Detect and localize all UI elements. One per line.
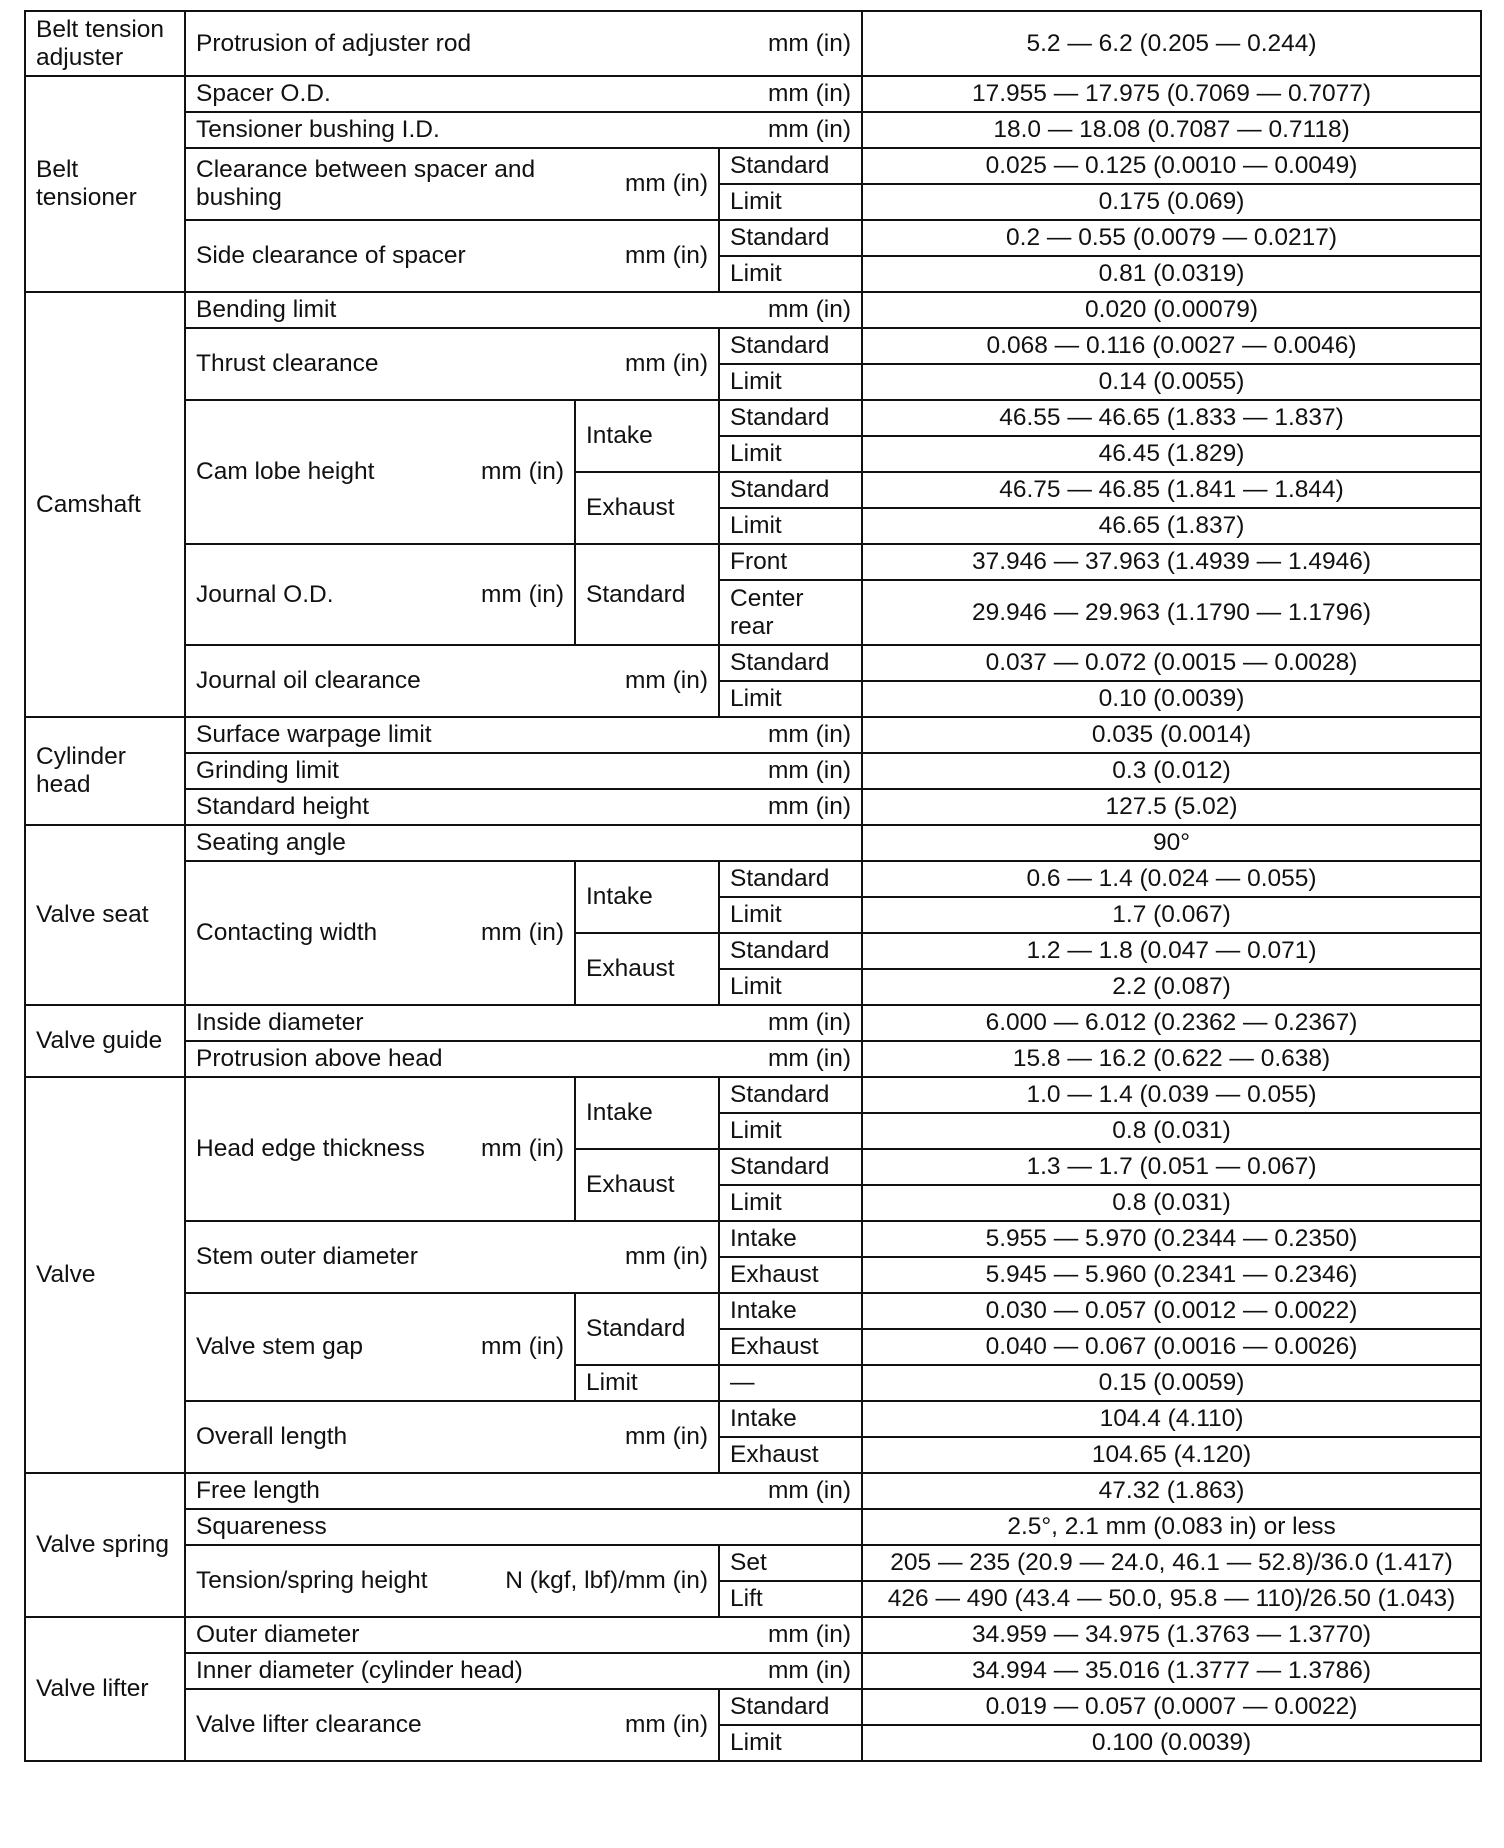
item-cell <box>185 753 862 789</box>
category-cell: Belt tension adjuster <box>25 11 185 76</box>
value-cell: 0.15 (0.0059) <box>862 1365 1481 1401</box>
item-label: Outer diameter <box>196 1621 360 1648</box>
type-cell: Standard <box>719 861 862 897</box>
value-cell: 426 — 490 (43.4 — 50.0, 95.8 — 110)/26.50 (1.043) <box>862 1581 1481 1617</box>
type-cell: Lift <box>719 1581 862 1617</box>
table-row <box>25 1221 1481 1257</box>
table-row <box>25 544 1481 580</box>
item-cell <box>185 1509 862 1545</box>
item-cell <box>185 11 862 76</box>
unit-label: mm (in) <box>624 350 708 377</box>
unit-label: mm (in) <box>768 296 852 323</box>
unit-label: mm (in) <box>768 721 852 748</box>
type-cell: Limit <box>719 681 862 717</box>
subitem-cell: Standard <box>575 1293 719 1365</box>
table-row <box>25 1293 1481 1329</box>
type-cell: Exhaust <box>719 1329 862 1365</box>
table-row <box>25 400 1481 436</box>
type-cell: Standard <box>719 148 862 184</box>
item-cell <box>185 1545 719 1617</box>
item-cell <box>185 1401 719 1473</box>
item-label: Journal oil clearance <box>196 667 421 694</box>
value-cell: 0.040 — 0.067 (0.0016 — 0.0026) <box>862 1329 1481 1365</box>
value-cell: 46.75 — 46.85 (1.841 — 1.844) <box>862 472 1481 508</box>
table-row <box>25 1617 1481 1653</box>
item-cell <box>185 1689 719 1761</box>
value-cell: 0.3 (0.012) <box>862 753 1481 789</box>
unit-label: N (kgf, lbf)/mm (in) <box>505 1567 708 1594</box>
unit-label: mm (in) <box>768 757 852 784</box>
value-cell: 29.946 — 29.963 (1.1790 — 1.1796) <box>862 580 1481 645</box>
value-cell: 2.5°, 2.1 mm (0.083 in) or less <box>862 1509 1481 1545</box>
item-cell <box>185 1041 862 1077</box>
item-label: Surface warpage limit <box>196 721 432 748</box>
value-cell: 1.2 — 1.8 (0.047 — 0.071) <box>862 933 1481 969</box>
table-row <box>25 861 1481 897</box>
type-cell: Standard <box>719 1689 862 1725</box>
item-label: Protrusion of adjuster rod <box>196 29 472 57</box>
table-row <box>25 112 1481 148</box>
subitem-cell: Exhaust <box>575 472 719 544</box>
item-cell <box>185 400 575 544</box>
value-cell: 17.955 — 17.975 (0.7069 — 0.7077) <box>862 76 1481 112</box>
table-row <box>25 328 1481 364</box>
unit-label: mm (in) <box>624 1711 708 1738</box>
unit-label: mm (in) <box>768 1621 852 1648</box>
item-cell <box>185 76 862 112</box>
table-row <box>25 1545 1481 1581</box>
unit-label: mm (in) <box>768 793 852 820</box>
table-row <box>25 11 1481 76</box>
table-row <box>25 148 1481 184</box>
engine-spec-table <box>24 10 1482 1762</box>
unit-label: mm (in) <box>624 242 708 269</box>
item-label: Valve lifter clearance <box>196 1711 422 1738</box>
value-cell: 1.3 — 1.7 (0.051 — 0.067) <box>862 1149 1481 1185</box>
value-cell: 0.035 (0.0014) <box>862 717 1481 753</box>
item-cell <box>185 1473 862 1509</box>
table-row <box>25 220 1481 256</box>
item-label: Thrust clearance <box>196 350 379 377</box>
subitem-cell: Standard <box>575 544 719 645</box>
subitem-cell: Intake <box>575 1077 719 1149</box>
item-cell <box>185 1653 862 1689</box>
item-cell <box>185 328 719 400</box>
value-cell: 0.100 (0.0039) <box>862 1725 1481 1761</box>
item-cell <box>185 861 575 1005</box>
value-cell: 5.2 — 6.2 (0.205 — 0.244) <box>862 11 1481 76</box>
type-cell: Front <box>719 544 862 580</box>
item-cell <box>185 292 862 328</box>
value-cell: 0.068 — 0.116 (0.0027 — 0.0046) <box>862 328 1481 364</box>
item-label: Side clearance of spacer <box>196 242 466 269</box>
value-cell: 127.5 (5.02) <box>862 789 1481 825</box>
table-row <box>25 1509 1481 1545</box>
value-cell: 0.8 (0.031) <box>862 1185 1481 1221</box>
item-label: Tension/spring height <box>196 1567 428 1594</box>
item-cell <box>185 544 575 645</box>
category-cell: Cylinder head <box>25 717 185 825</box>
item-label: Head edge thickness <box>196 1135 425 1162</box>
category-cell: Valve spring <box>25 1473 185 1617</box>
subitem-cell: Exhaust <box>575 933 719 1005</box>
item-cell <box>185 645 719 717</box>
unit-label: mm (in) <box>768 1009 852 1036</box>
table-row <box>25 1005 1481 1041</box>
value-cell: 104.4 (4.110) <box>862 1401 1481 1437</box>
item-label: Protrusion above head <box>196 1045 443 1072</box>
type-cell: Center rear <box>719 580 862 645</box>
item-label: Clearance between spacer and bushing <box>196 156 536 211</box>
table-row <box>25 825 1481 861</box>
table-row <box>25 645 1481 681</box>
type-cell: Standard <box>719 400 862 436</box>
type-cell: Standard <box>719 328 862 364</box>
value-cell: 47.32 (1.863) <box>862 1473 1481 1509</box>
item-label: Journal O.D. <box>196 580 334 608</box>
table-row <box>25 1653 1481 1689</box>
type-cell: Limit <box>719 508 862 544</box>
type-cell: Intake <box>719 1293 862 1329</box>
unit-label: mm (in) <box>768 1657 852 1684</box>
value-cell: 1.7 (0.067) <box>862 897 1481 933</box>
item-cell <box>185 825 862 861</box>
value-cell: 6.000 — 6.012 (0.2362 — 0.2367) <box>862 1005 1481 1041</box>
item-cell <box>185 220 719 292</box>
type-cell: Standard <box>719 1149 862 1185</box>
item-label: Valve stem gap <box>196 1333 364 1360</box>
item-label: Stem outer diameter <box>196 1243 418 1270</box>
table-row <box>25 1401 1481 1437</box>
value-cell: 0.10 (0.0039) <box>862 681 1481 717</box>
type-cell: Standard <box>719 933 862 969</box>
unit-label: mm (in) <box>480 1333 564 1360</box>
table-row <box>25 1041 1481 1077</box>
unit-label: mm (in) <box>480 919 564 946</box>
value-cell: 46.65 (1.837) <box>862 508 1481 544</box>
item-cell <box>185 1005 862 1041</box>
type-cell: Set <box>719 1545 862 1581</box>
type-cell: Exhaust <box>719 1437 862 1473</box>
unit-label: mm (in) <box>624 170 708 197</box>
subitem-cell: Intake <box>575 861 719 933</box>
type-cell: Limit <box>719 1725 862 1761</box>
table-row <box>25 717 1481 753</box>
type-cell: Exhaust <box>719 1257 862 1293</box>
value-cell: 0.037 — 0.072 (0.0015 — 0.0028) <box>862 645 1481 681</box>
item-label: Spacer O.D. <box>196 80 331 107</box>
value-cell: 46.55 — 46.65 (1.833 — 1.837) <box>862 400 1481 436</box>
type-cell: — <box>719 1365 862 1401</box>
table-row <box>25 1473 1481 1509</box>
type-cell: Limit <box>719 969 862 1005</box>
value-cell: 0.2 — 0.55 (0.0079 — 0.0217) <box>862 220 1481 256</box>
item-label: Tensioner bushing I.D. <box>196 116 440 143</box>
value-cell: 37.946 — 37.963 (1.4939 — 1.4946) <box>862 544 1481 580</box>
subitem-cell: Exhaust <box>575 1149 719 1221</box>
value-cell: 0.6 — 1.4 (0.024 — 0.055) <box>862 861 1481 897</box>
type-cell: Standard <box>719 1077 862 1113</box>
value-cell: 46.45 (1.829) <box>862 436 1481 472</box>
table-row <box>25 753 1481 789</box>
value-cell: 0.019 — 0.057 (0.0007 — 0.0022) <box>862 1689 1481 1725</box>
table-row <box>25 789 1481 825</box>
value-cell: 0.8 (0.031) <box>862 1113 1481 1149</box>
value-cell: 34.994 — 35.016 (1.3777 — 1.3786) <box>862 1653 1481 1689</box>
unit-label: mm (in) <box>768 116 852 143</box>
item-cell <box>185 717 862 753</box>
item-cell <box>185 1077 575 1221</box>
type-cell: Limit <box>719 436 862 472</box>
item-label: Grinding limit <box>196 757 339 784</box>
value-cell: 104.65 (4.120) <box>862 1437 1481 1473</box>
type-cell: Limit <box>719 1113 862 1149</box>
item-cell <box>185 148 719 220</box>
value-cell: 1.0 — 1.4 (0.039 — 0.055) <box>862 1077 1481 1113</box>
table-row <box>25 1077 1481 1113</box>
type-cell: Intake <box>719 1401 862 1437</box>
item-label: Overall length <box>196 1423 348 1450</box>
value-cell: 0.030 — 0.057 (0.0012 — 0.0022) <box>862 1293 1481 1329</box>
category-cell: Valve seat <box>25 825 185 1005</box>
item-label: Inner diameter (cylinder head) <box>196 1657 523 1684</box>
item-label: Contacting width <box>196 919 378 946</box>
item-cell <box>185 1617 862 1653</box>
unit-label: mm (in) <box>624 1243 708 1270</box>
type-cell: Limit <box>719 256 862 292</box>
value-cell: 0.175 (0.069) <box>862 184 1481 220</box>
type-cell: Limit <box>719 364 862 400</box>
value-cell: 5.955 — 5.970 (0.2344 — 0.2350) <box>862 1221 1481 1257</box>
item-label: Free length <box>196 1477 320 1504</box>
item-label: Standard height <box>196 793 369 820</box>
value-cell: 2.2 (0.087) <box>862 969 1481 1005</box>
value-cell: 34.959 — 34.975 (1.3763 — 1.3770) <box>862 1617 1481 1653</box>
value-cell: 90° <box>862 825 1481 861</box>
unit-label: mm (in) <box>768 29 852 57</box>
unit-label: mm (in) <box>624 1423 708 1450</box>
subitem-cell: Intake <box>575 400 719 472</box>
item-label: Cam lobe height <box>196 458 375 485</box>
value-cell: 0.81 (0.0319) <box>862 256 1481 292</box>
table-row <box>25 1689 1481 1725</box>
unit-label: mm (in) <box>480 458 564 485</box>
value-cell: 0.020 (0.00079) <box>862 292 1481 328</box>
type-cell: Standard <box>719 472 862 508</box>
value-cell: 15.8 — 16.2 (0.622 — 0.638) <box>862 1041 1481 1077</box>
value-cell: 18.0 — 18.08 (0.7087 — 0.7118) <box>862 112 1481 148</box>
value-cell: 0.025 — 0.125 (0.0010 — 0.0049) <box>862 148 1481 184</box>
item-cell <box>185 1293 575 1401</box>
type-cell: Limit <box>719 1185 862 1221</box>
value-cell: 0.14 (0.0055) <box>862 364 1481 400</box>
unit-label: mm (in) <box>480 580 564 608</box>
unit-label: mm (in) <box>768 1045 852 1072</box>
item-cell <box>185 1221 719 1293</box>
type-cell: Standard <box>719 220 862 256</box>
unit-label: mm (in) <box>480 1135 564 1162</box>
unit-label: mm (in) <box>768 1477 852 1504</box>
type-cell: Limit <box>719 897 862 933</box>
value-cell: 205 — 235 (20.9 — 24.0, 46.1 — 52.8)/36.0 (1.417) <box>862 1545 1481 1581</box>
item-cell <box>185 112 862 148</box>
type-cell: Standard <box>719 645 862 681</box>
type-cell: Limit <box>719 184 862 220</box>
subitem-cell: Limit <box>575 1365 719 1401</box>
table-row <box>25 76 1481 112</box>
item-label: Squareness <box>196 1513 327 1540</box>
category-cell: Valve guide <box>25 1005 185 1077</box>
category-cell: Camshaft <box>25 292 185 717</box>
item-label: Seating angle <box>196 829 346 856</box>
unit-label: mm (in) <box>624 667 708 694</box>
category-cell: Valve lifter <box>25 1617 185 1761</box>
category-cell: Valve <box>25 1077 185 1473</box>
item-label: Bending limit <box>196 296 337 323</box>
value-cell: 5.945 — 5.960 (0.2341 — 0.2346) <box>862 1257 1481 1293</box>
unit-label: mm (in) <box>768 80 852 107</box>
type-cell: Intake <box>719 1221 862 1257</box>
item-label: Inside diameter <box>196 1009 364 1036</box>
table-row <box>25 292 1481 328</box>
item-cell <box>185 789 862 825</box>
category-cell: Belt tensioner <box>25 76 185 292</box>
